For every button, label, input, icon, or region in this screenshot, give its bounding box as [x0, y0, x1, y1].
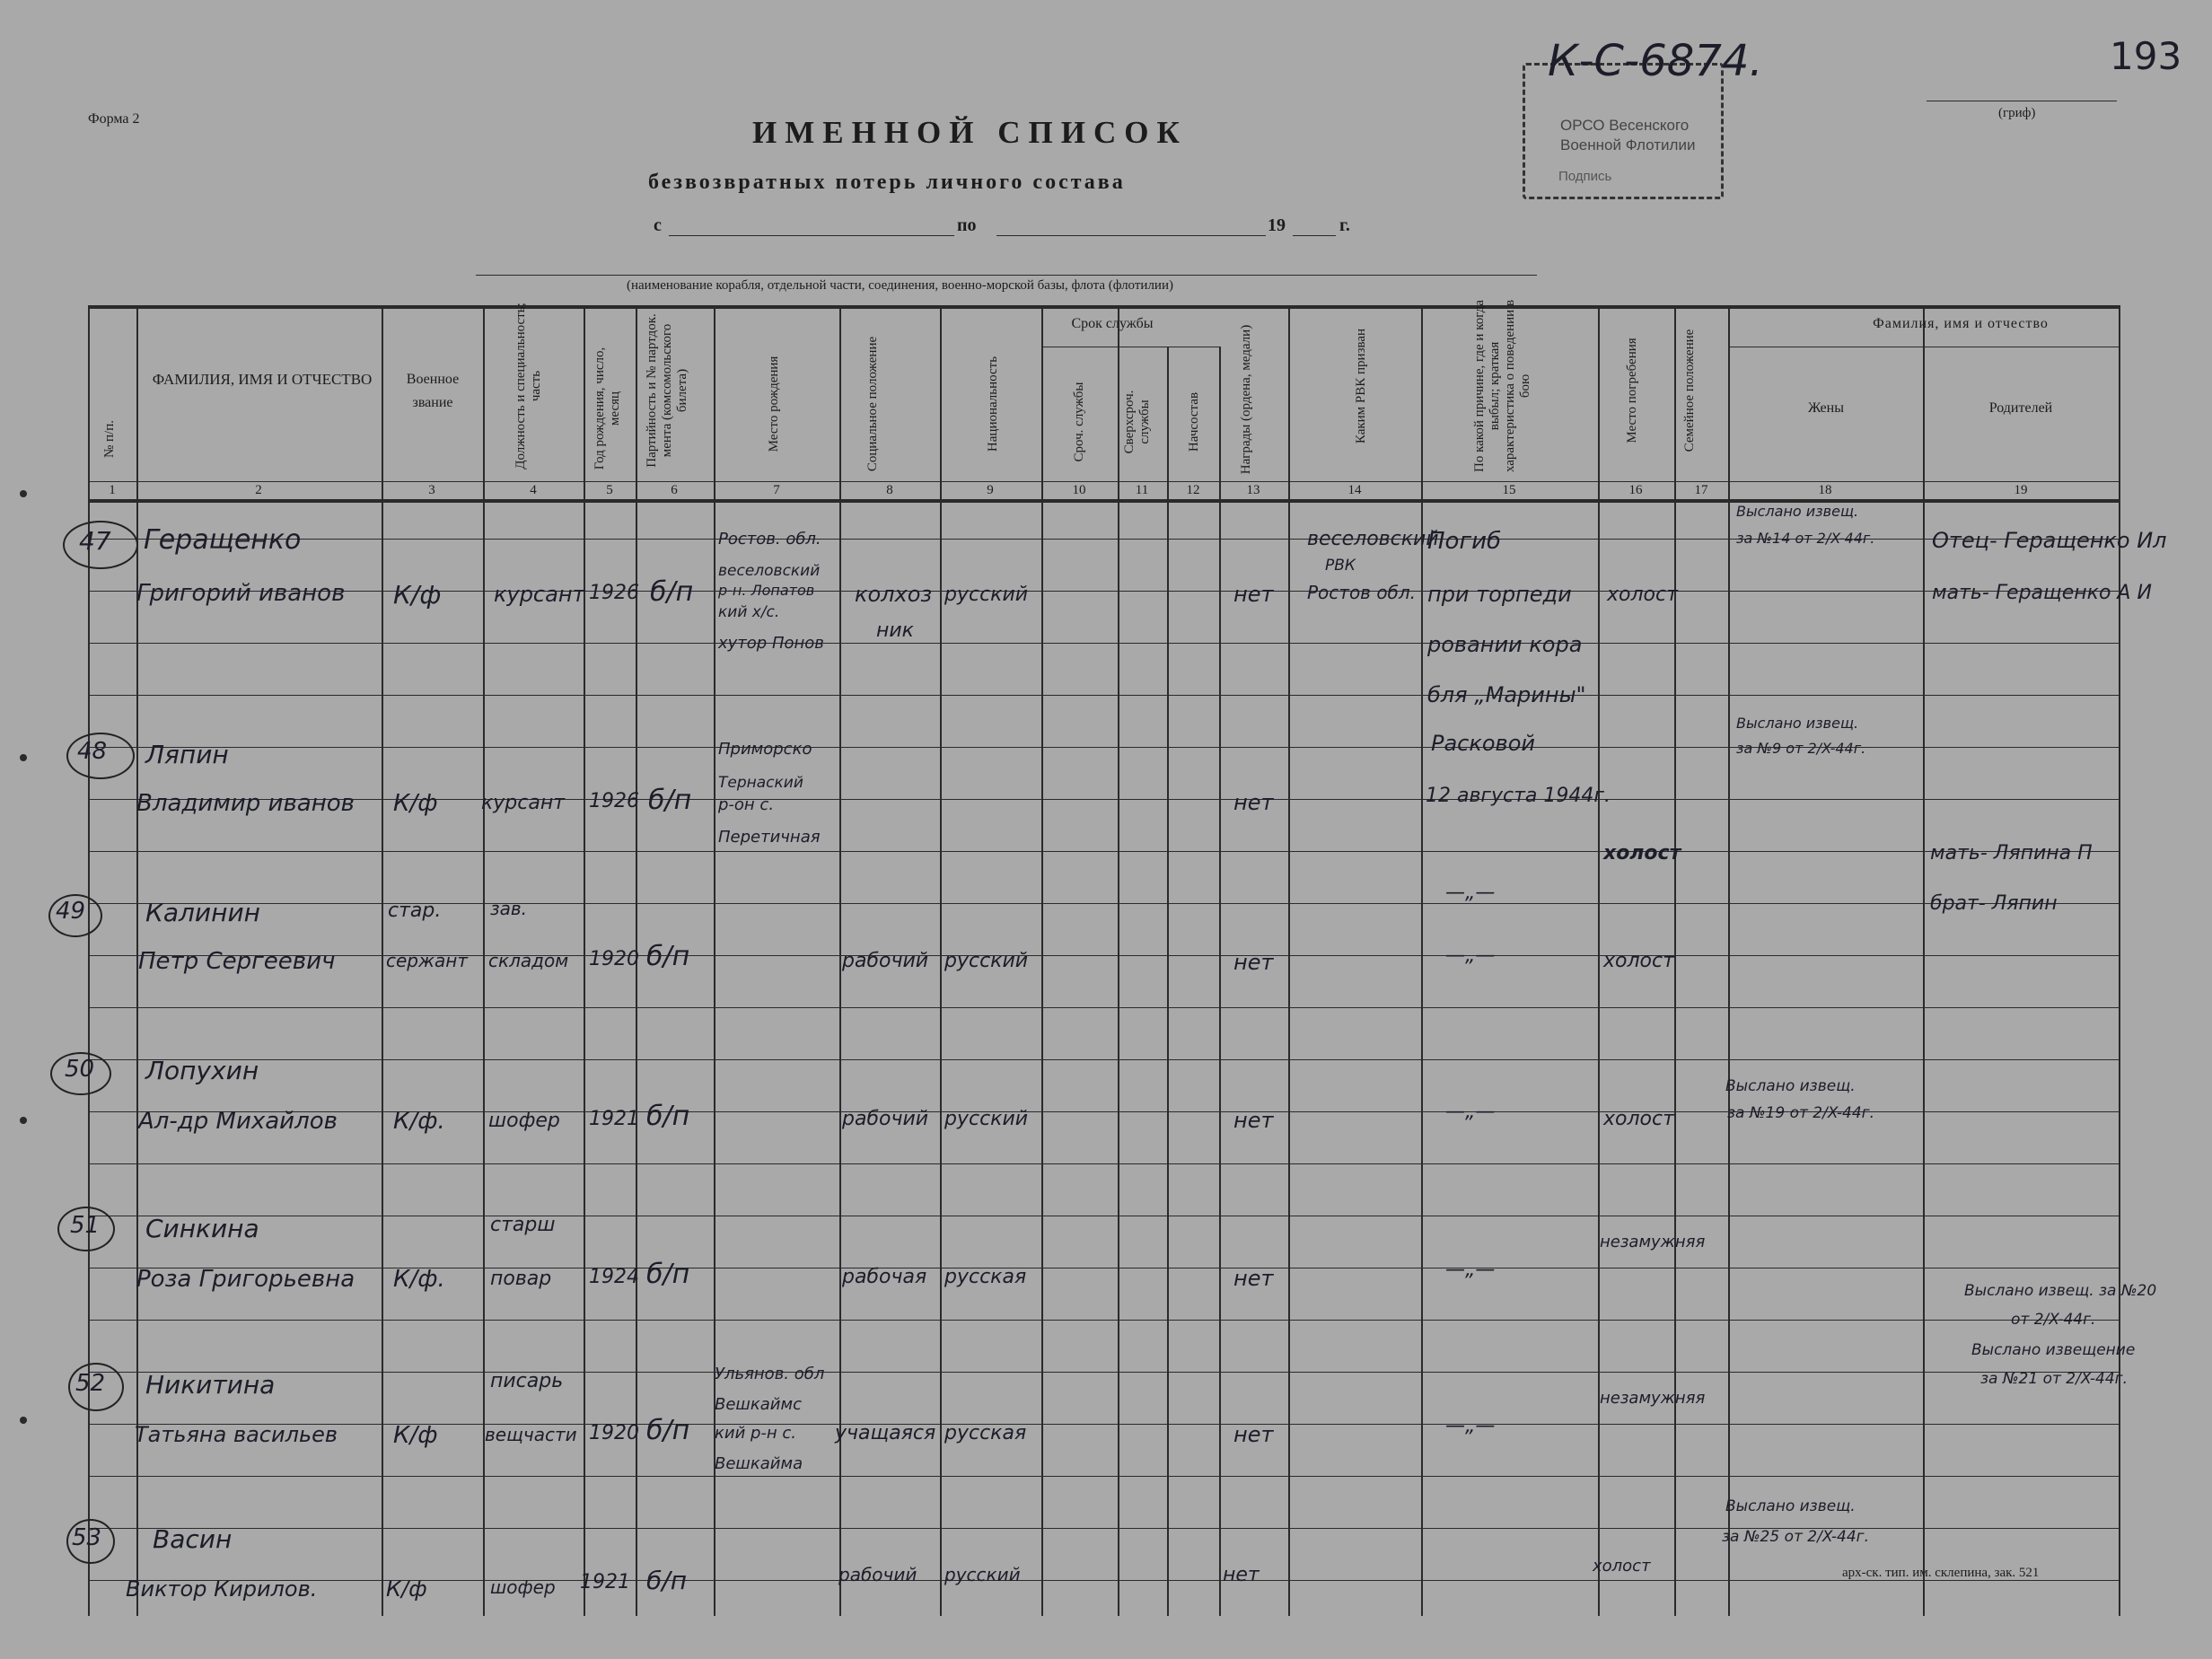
col-header-15: По какой причине, где и когда выбыл; краткая характеристика о поведении в бою	[1472, 299, 1532, 473]
entry-52-parents-note-2: за №21 от 2/X-44г.	[1980, 1370, 2129, 1388]
binder-hole-2	[20, 754, 27, 761]
entry-52-birthplace-1: Ульянов. обл	[715, 1365, 825, 1383]
entry-52-parents-note-1: Выслано извещение	[1971, 1341, 2136, 1359]
form-label: Форма 2	[88, 111, 140, 127]
entry-49-surname: Калинин	[145, 898, 260, 927]
column-number-16: 16	[1628, 483, 1643, 497]
entry-50-num: 50	[65, 1056, 95, 1083]
entry-51-position-1: старш	[490, 1214, 556, 1236]
entry-49-reason: —„—	[1445, 944, 1496, 967]
entry-53-wife-note-2: за №25 от 2/X-44г.	[1722, 1528, 1870, 1546]
col-header-19: Родителей	[1988, 400, 2053, 416]
entry-49-year: 1920	[589, 948, 639, 970]
entry-49-awards: нет	[1233, 950, 1274, 975]
col-header-service-group: Срок службы	[1071, 316, 1154, 331]
entry-47-position: курсант	[494, 582, 585, 607]
column-line-17	[1728, 305, 1730, 1616]
entry-52-surname: Никитина	[145, 1370, 276, 1400]
column-number-10: 10	[1072, 483, 1086, 497]
binder-hole-3	[20, 1117, 27, 1124]
entry-48-parents-2: брат- Ляпин	[1930, 892, 2058, 915]
col-header-13: Награды (ордена, медали)	[1239, 324, 1253, 475]
entry-49-num: 49	[56, 898, 86, 925]
entry-52-reason: —„—	[1445, 1415, 1496, 1437]
entry-47-awards: нет	[1233, 582, 1274, 607]
unit-caption: (наименование корабля, отдельной части, соединения, военно-морской базы, флота (флотилии)	[627, 278, 1173, 293]
entry-50-year: 1921	[589, 1108, 639, 1130]
column-number-3: 3	[428, 483, 435, 497]
entry-48-birthplace-1: Приморско	[718, 740, 812, 759]
entry-53-surname: Васин	[153, 1524, 233, 1554]
entry-50-burial: холост	[1603, 1108, 1674, 1130]
entry-50-awards: нет	[1233, 1108, 1274, 1133]
table-top-border	[88, 305, 2119, 309]
entry-53-wife-note-1: Выслано извещ.	[1725, 1497, 1856, 1515]
row-line-10	[88, 1059, 2119, 1060]
printer-imprint: арх-ск. тип. им. склепина, зак. 521	[1842, 1566, 2040, 1580]
entry-52-burial: незамужняя	[1600, 1389, 1706, 1408]
entry-51-social: рабочая	[842, 1266, 927, 1288]
column-number-6: 6	[671, 483, 678, 497]
column-line-8	[940, 305, 942, 1616]
entry-49-position-2: складом	[488, 950, 569, 971]
col-header-5: Год рождения, число, месяц	[592, 347, 622, 470]
column-line-2	[382, 305, 383, 1616]
entry-52-position-2: вещчасти	[485, 1424, 577, 1445]
period-from-label: с	[654, 215, 662, 235]
entry-52-position-1: писарь	[490, 1370, 564, 1392]
signature-caption: (гриф)	[1998, 106, 2036, 120]
column-line-11	[1167, 347, 1169, 1616]
entry-53-position: шофер	[490, 1576, 556, 1598]
entry-51-parents-note-1: Выслано извещ. за №20	[1964, 1282, 2157, 1300]
column-number-13: 13	[1246, 483, 1260, 497]
entry-47-surname: Геращенко	[144, 524, 302, 556]
archive-number: К-С-6874.	[1548, 36, 1763, 86]
col-header-16: Место погребения	[1625, 338, 1639, 443]
stamp-line-2: Военной Флотилии	[1560, 136, 1696, 154]
period-from-line	[669, 235, 954, 236]
entry-49-position-1: зав.	[490, 898, 528, 919]
column-line-19	[2119, 305, 2120, 1616]
stamp-line-1: ОРСО Весенского	[1560, 117, 1690, 134]
entry-51-burial: незамужняя	[1600, 1233, 1706, 1251]
period-year-suffix: г.	[1339, 215, 1350, 235]
col-header-18: Жены	[1808, 400, 1844, 416]
entry-52-party: б/п	[646, 1415, 690, 1446]
row-line-2	[88, 643, 2119, 644]
period-to-label: по	[957, 215, 977, 235]
entry-52-name: Татьяна васильев	[135, 1422, 338, 1447]
entry-47-party: б/п	[650, 576, 694, 608]
column-number-7: 7	[773, 483, 780, 497]
entry-47-reason-5: Расковой	[1431, 731, 1535, 756]
col-header-6: Партийность и № партдок. мента (комсомольского билета)	[645, 313, 689, 468]
entry-52-awards: нет	[1233, 1422, 1274, 1447]
entry-48-name: Владимир иванов	[136, 790, 355, 817]
entry-49-burial: холост	[1603, 950, 1674, 972]
entry-47-reason-2: при торпеди	[1427, 582, 1572, 607]
entry-51-surname: Синкина	[145, 1214, 259, 1243]
entry-47-year: 1926	[589, 582, 639, 604]
entry-47-rvk-1: веселовский	[1307, 528, 1439, 550]
row-line-3	[88, 695, 2119, 696]
col-header-family-group: Фамилия, имя и отчество	[1873, 316, 2049, 331]
col-header-11: Сверхсроч. службы	[1122, 390, 1152, 454]
col-header-17: Семейное положение	[1682, 329, 1697, 452]
entry-48-parents-1: мать- Ляпина П	[1930, 842, 2093, 865]
document-title: ИМЕННОЙ СПИСОК	[752, 115, 1188, 150]
entry-47-parents-1: Отец- Геращенко Ил	[1932, 528, 2167, 553]
entry-49-social: рабочий	[842, 950, 929, 972]
entry-53-social: рабочий	[838, 1564, 917, 1585]
entry-53-name: Виктор Кирилов.	[126, 1576, 318, 1602]
entry-48-surname: Ляпин	[145, 740, 229, 769]
row-line-16	[88, 1372, 2119, 1373]
entry-48-birthplace-2: Тернаский	[718, 774, 803, 792]
entry-49-name: Петр Сергеевич	[138, 948, 336, 975]
entry-50-social: рабочий	[842, 1108, 929, 1130]
column-number-2: 2	[255, 483, 262, 497]
row-line-18	[88, 1476, 2119, 1477]
stamp-line-3: Подпись	[1558, 169, 1612, 184]
entry-50-party: б/п	[646, 1101, 690, 1132]
entry-47-rvk-2: РВК	[1325, 557, 1356, 575]
column-line-18	[1923, 305, 1925, 1616]
entry-50-nationality: русский	[944, 1108, 1029, 1130]
entry-51-nationality: русская	[944, 1266, 1027, 1288]
col-header-4: Должность и специальность; часть	[514, 303, 543, 470]
entry-48-party: б/п	[648, 785, 692, 816]
column-number-17: 17	[1694, 483, 1708, 497]
column-number-9: 9	[987, 483, 994, 497]
column-line-7	[839, 305, 841, 1616]
column-number-8: 8	[886, 483, 893, 497]
entry-48-num: 48	[77, 738, 108, 765]
entry-53-year: 1921	[580, 1571, 630, 1593]
column-line-16	[1674, 305, 1676, 1616]
entry-52-rank: К/ф	[393, 1422, 438, 1449]
entry-47-wife-note-1: Выслано извещ.	[1736, 503, 1859, 520]
period-to-line	[996, 235, 1266, 236]
col-header-10: Сроч. службы	[1072, 382, 1086, 462]
entry-47-nationality: русский	[944, 584, 1029, 606]
entry-47-rank: К/ф	[393, 580, 442, 610]
column-line-10	[1118, 305, 1119, 1616]
entry-53-burial: холост	[1593, 1557, 1651, 1576]
entry-53-awards: нет	[1223, 1564, 1260, 1586]
entry-47-reason-6: 12 августа 1944г.	[1426, 785, 1611, 807]
entry-52-birthplace-3: кий р-н с.	[715, 1424, 797, 1443]
column-number-14: 14	[1347, 483, 1362, 497]
binder-hole-4	[20, 1417, 27, 1424]
entry-48-wife-note-1: Выслано извещ.	[1736, 715, 1859, 732]
entry-50-surname: Лопухин	[145, 1056, 259, 1085]
period-year-line	[1293, 235, 1336, 236]
entry-51-name: Роза Григорьевна	[136, 1266, 356, 1293]
entry-53-rank: К/ф	[386, 1576, 427, 1602]
row-line-15	[88, 1320, 2119, 1321]
entry-47-parents-2: мать- Геращенко А И	[1932, 582, 2152, 604]
entry-51-parents-note-2: от 2/X-44г.	[2011, 1311, 2096, 1329]
col-header-8: Социальное положение	[865, 336, 880, 472]
entry-49-reason-above: —„—	[1445, 882, 1496, 904]
column-number-11: 11	[1135, 483, 1149, 497]
entry-50-position: шофер	[488, 1110, 560, 1132]
entry-47-birthplace-5: хутор Понов	[718, 634, 824, 653]
column-line-14	[1421, 305, 1423, 1616]
entry-51-awards: нет	[1233, 1266, 1274, 1291]
entry-47-reason-4: бля „Марины"	[1427, 682, 1586, 707]
entry-51-position-2: повар	[490, 1268, 552, 1290]
entry-53-party: б/п	[646, 1566, 688, 1595]
entry-50-rank: К/ф.	[393, 1108, 445, 1135]
entry-53-nationality: русский	[944, 1564, 1021, 1585]
entry-48-burial: холост	[1603, 842, 1681, 865]
entry-52-birthplace-2: Вешкаймс	[715, 1395, 802, 1414]
column-number-4: 4	[530, 483, 537, 497]
column-number-18: 18	[1818, 483, 1832, 497]
entry-51-rank: К/ф.	[393, 1266, 445, 1293]
entry-52-year: 1920	[589, 1422, 639, 1444]
row-line-9	[88, 1007, 2119, 1008]
entry-51-reason: —„—	[1445, 1259, 1496, 1281]
entry-47-name: Григорий иванов	[136, 580, 346, 607]
col-header-7: Место рождения	[767, 356, 781, 452]
entry-49-rank-2: сержант	[386, 950, 468, 971]
entry-50-name: Ал-др Михайлов	[138, 1108, 338, 1135]
entry-47-birthplace-4: кий х/с.	[718, 603, 780, 621]
entry-48-rank: К/ф	[393, 790, 438, 817]
entry-47-social-1: колхоз	[855, 582, 933, 607]
column-line-13	[1288, 305, 1290, 1616]
col-header-14: Каким РВК призван	[1354, 328, 1368, 444]
column-number-top-line	[88, 481, 2119, 482]
entry-47-rvk-3: Ростов обл.	[1307, 582, 1417, 603]
entry-51-num: 51	[70, 1212, 101, 1239]
entry-48-awards: нет	[1233, 790, 1274, 815]
entry-47-reason-3: ровании кора	[1427, 632, 1583, 657]
column-line-0	[88, 305, 90, 1616]
entry-50-wife-note-1: Выслано извещ.	[1725, 1077, 1856, 1095]
col-header-3: Военное звание	[406, 372, 460, 410]
period-year-label: 19	[1268, 215, 1286, 235]
col-header-9: Национальность	[986, 356, 1000, 452]
column-line-12	[1219, 347, 1221, 1616]
entry-47-num: 47	[79, 526, 111, 556]
entry-47-birthplace-1: Ростов. обл.	[718, 530, 821, 549]
column-line-3	[483, 305, 485, 1616]
entry-47-birthplace-3: р-н. Лопатов	[718, 582, 815, 599]
entry-53-num: 53	[72, 1524, 102, 1551]
unit-line	[476, 275, 1537, 276]
entry-51-year: 1924	[589, 1266, 639, 1288]
entry-50-wife-note-2: за №19 от 2/X-44г.	[1727, 1104, 1875, 1122]
entry-52-social: учащаяся	[835, 1422, 936, 1444]
entry-47-burial: холост	[1607, 584, 1678, 606]
page-number: 193	[2110, 34, 2182, 78]
entry-49-nationality: русский	[944, 950, 1029, 972]
entry-47-wife-note-2: за №14 от 2/X-44г.	[1736, 530, 1875, 547]
column-number-19: 19	[2014, 483, 2028, 497]
entry-48-birthplace-4: Перетичная	[718, 828, 821, 847]
document-subtitle: безвозвратных потерь личного состава	[648, 171, 1126, 194]
column-number-15: 15	[1502, 483, 1516, 497]
entry-47-reason-1: Погиб	[1427, 528, 1502, 555]
column-line-9	[1041, 305, 1043, 1616]
column-line-4	[584, 305, 585, 1616]
col-header-1: № п/п.	[102, 419, 117, 459]
entry-47-birthplace-2: веселовский	[718, 562, 821, 580]
entry-51-party: б/п	[646, 1259, 690, 1290]
row-line-6	[88, 851, 2119, 852]
entry-49-party: б/п	[646, 941, 690, 972]
col-header-2: ФАМИЛИЯ, ИМЯ И ОТЧЕСТВО	[152, 371, 373, 388]
column-number-12: 12	[1186, 483, 1200, 497]
entry-52-birthplace-4: Вешкайма	[715, 1454, 803, 1473]
binder-hole-1	[20, 490, 27, 497]
column-number-1: 1	[109, 483, 116, 497]
col-header-12: Начсостав	[1187, 391, 1201, 452]
row-line-12	[88, 1163, 2119, 1164]
entry-48-wife-note-2: за №9 от 2/X-44г.	[1736, 740, 1866, 757]
entry-52-nationality: русская	[944, 1422, 1027, 1444]
entry-48-position: курсант	[481, 792, 566, 814]
entry-49-rank-1: стар.	[388, 900, 442, 922]
entry-50-reason: —„—	[1445, 1101, 1496, 1123]
entry-48-year: 1926	[589, 790, 639, 812]
entry-47-social-2: ник	[876, 619, 914, 642]
column-line-6	[714, 305, 715, 1616]
entry-48-birthplace-3: р-он с.	[718, 795, 775, 814]
entry-52-num: 52	[75, 1370, 106, 1397]
column-number-5: 5	[606, 483, 613, 497]
